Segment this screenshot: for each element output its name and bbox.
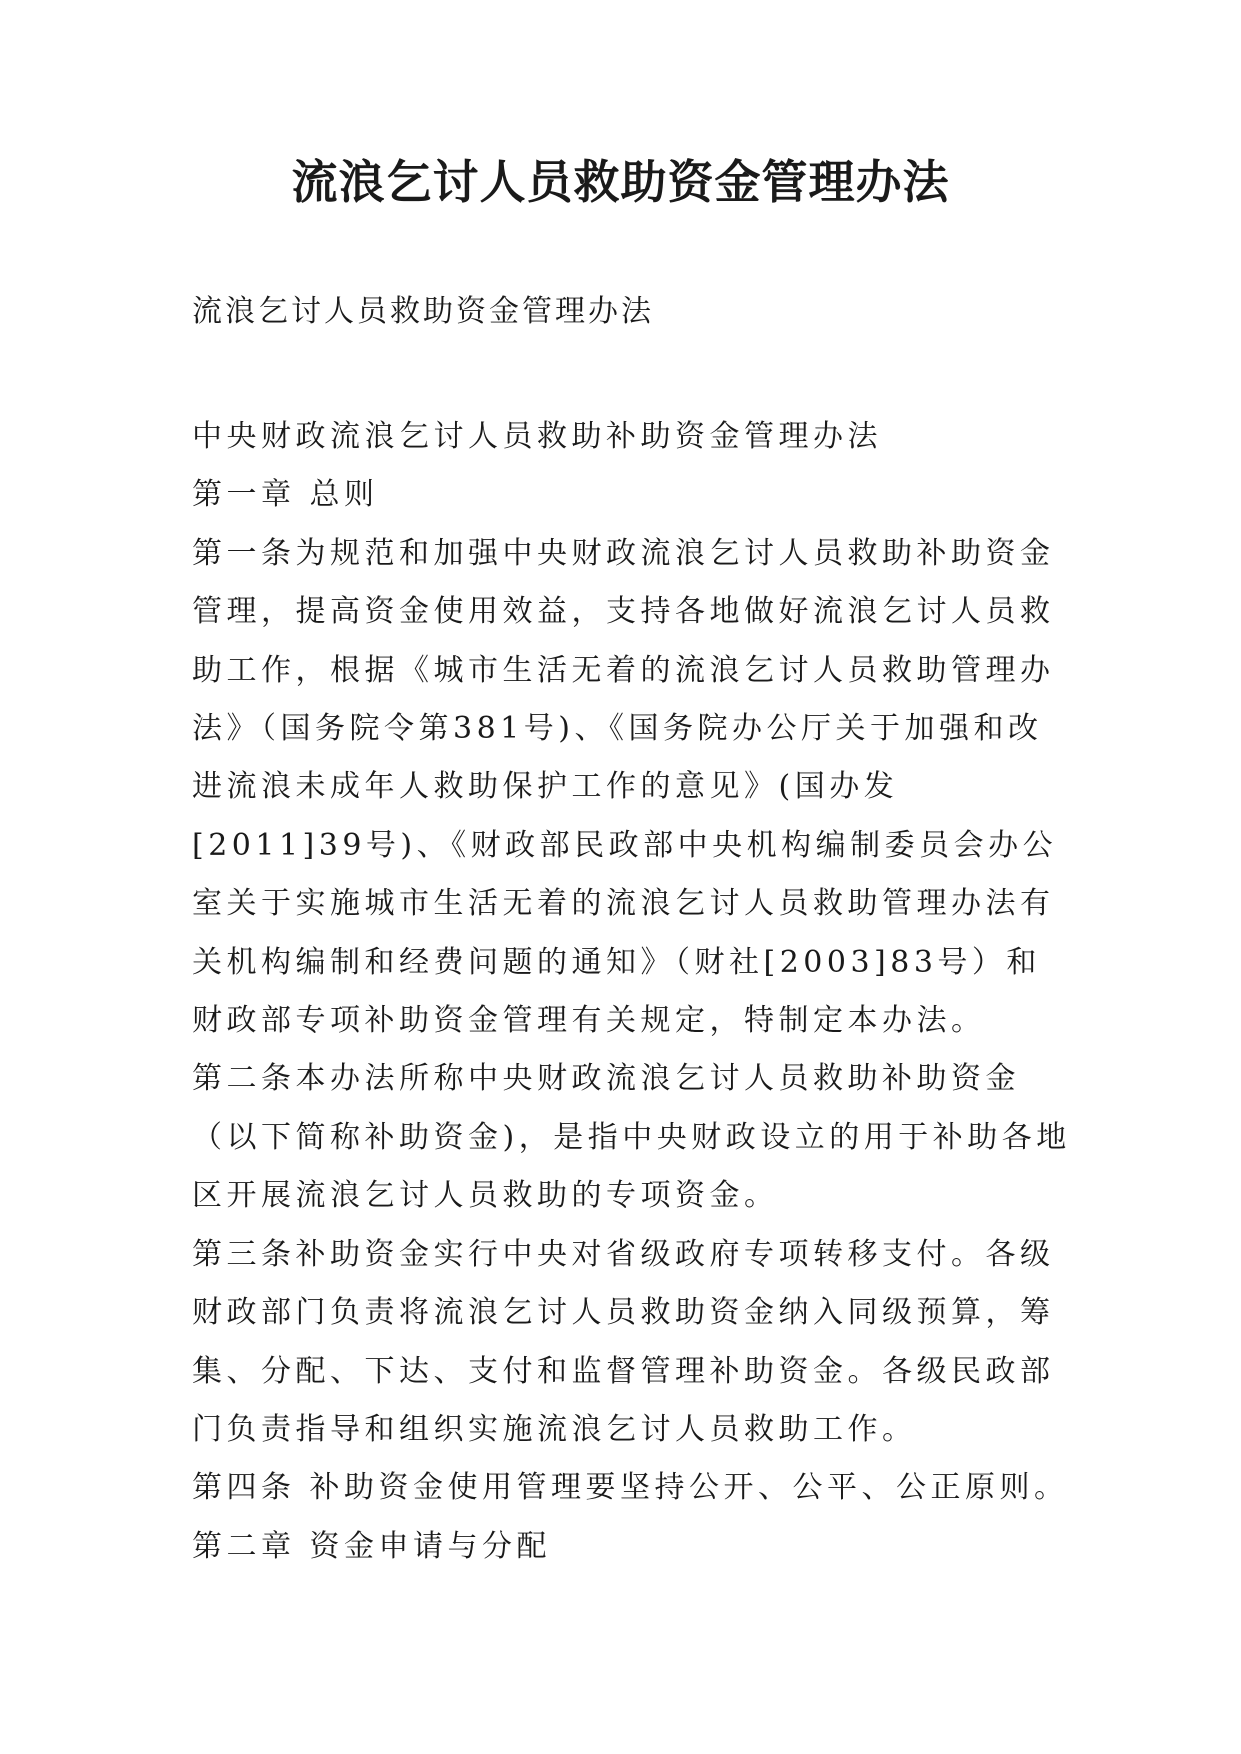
document-subtitle: 流浪乞讨人员救助资金管理办法 <box>192 294 654 329</box>
document-body <box>192 408 1072 1576</box>
chapter-heading: 第二章 资金申请与分配 <box>192 1528 552 1564</box>
paragraph-heading: 中央财政流浪乞讨人员救助补助资金管理办法 <box>192 419 882 454</box>
article-paragraph: 第四条 补助资金使用管理要坚持公开、公平、公正原则。 <box>192 1470 1069 1506</box>
document-title: 流浪乞讨人员救助资金管理办法 <box>291 155 950 209</box>
article-paragraph: 第一条为规范和加强中央财政流浪乞讨人员救助补助资金管理，提高资金使用效益，支持各地做好流浪乞讨人员救助工作，根据《城市生活无着的流浪乞讨人员救助管理办法》（国务院令第381号)、《国务院办公厅关于加强和改进流浪未成年人救助保护工作的意见》(国办发[2011]39号)、《财政部民政部中央机构编制委员会办公室关于实施城市生活无着的流浪乞讨人员救助管理办法有关机构编制和经费问题的通知》（财社[2003]83号）和财政部专项补助资金管理有关规定，特制定本办法。 <box>192 535 1058 1039</box>
article-paragraph: 第三条补助资金实行中央对省级政府专项转移支付。各级财政部门负责将流浪乞讨人员救助资金纳入同级预算，筹集、分配、下达、支付和监督管理补助资金。各级民政部门负责指导和组织实施流浪乞讨人员救助工作。 <box>192 1236 1055 1447</box>
chapter-heading: 第一章 总则 <box>192 477 379 513</box>
article-paragraph: 第二条本办法所称中央财政流浪乞讨人员救助补助资金（以下简称补助资金)，是指中央财政设立的用于补助各地区开展流浪乞讨人员救助的专项资金。 <box>192 1061 1071 1214</box>
